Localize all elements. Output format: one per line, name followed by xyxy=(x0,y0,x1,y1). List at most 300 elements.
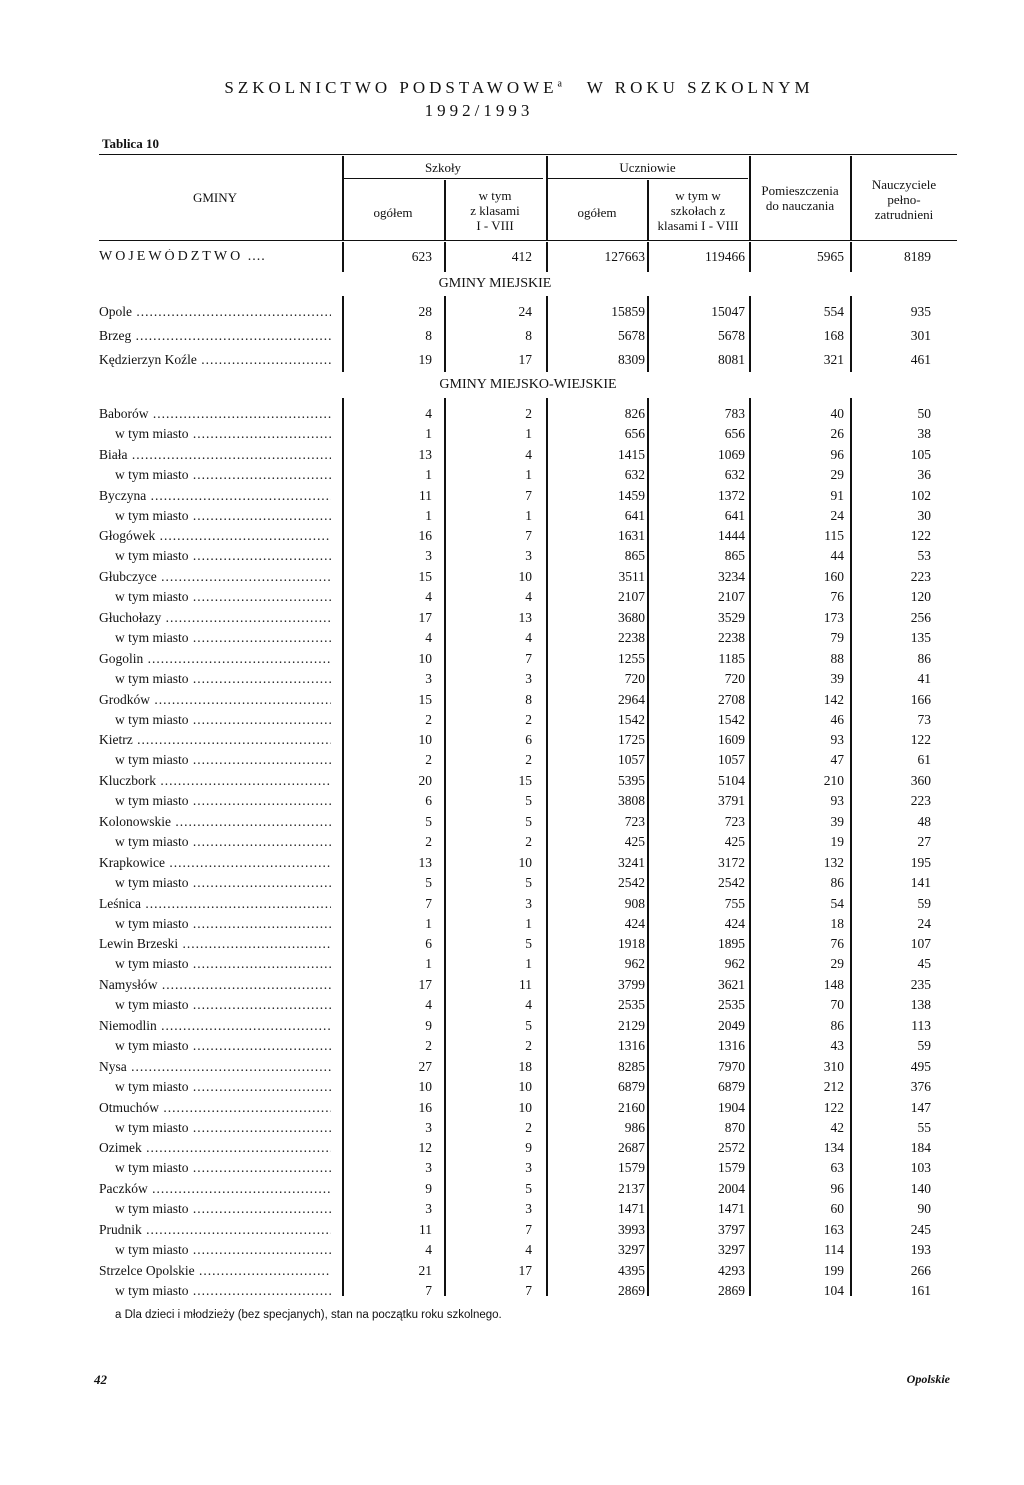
cell-pomieszczenia: 40 xyxy=(830,406,844,421)
cell-pomieszczenia: 134 xyxy=(823,1140,844,1156)
cell-szkoly-ogolem: 8 xyxy=(425,328,432,343)
cell-nauczyciele: 24 xyxy=(917,915,931,931)
cell-uczniowie-ogolem: 2137 xyxy=(618,1181,645,1197)
cell-uczniowie-ogolem: 1057 xyxy=(618,752,645,768)
header-col-separator xyxy=(850,156,852,240)
cell-uczniowie-ogolem: 3799 xyxy=(618,977,645,993)
cell-szkoly-ogolem: 1 xyxy=(425,426,432,441)
szkoly-rule xyxy=(343,178,543,179)
cell-uczniowie-w-tym: 119466 xyxy=(705,249,745,264)
table-row xyxy=(0,1263,1024,1283)
table-row xyxy=(0,1140,1024,1160)
cell-szkoly-w-tym: 1 xyxy=(525,426,532,441)
cell-uczniowie-w-tym: 656 xyxy=(724,426,745,441)
cell-uczniowie-w-tym: 865 xyxy=(724,548,745,564)
cell-uczniowie-ogolem: 2160 xyxy=(618,1099,645,1115)
cell-szkoly-w-tym: 3 xyxy=(525,1201,532,1217)
cell-uczniowie-ogolem: 720 xyxy=(624,670,645,686)
table-row-sub xyxy=(0,1120,1024,1140)
cell-szkoly-w-tym: 3 xyxy=(525,670,532,686)
cell-uczniowie-w-tym: 5678 xyxy=(718,328,745,343)
cell-szkoly-ogolem: 3 xyxy=(425,548,432,564)
cell-szkoly-w-tym: 7 xyxy=(525,1222,532,1237)
cell-pomieszczenia: 212 xyxy=(823,1078,844,1094)
cell-pomieszczenia: 47 xyxy=(830,752,844,768)
header-bottom-rule xyxy=(99,240,957,241)
cell-szkoly-w-tym: 10 xyxy=(518,569,532,585)
cell-uczniowie-w-tym: 1316 xyxy=(718,1038,745,1053)
table-row xyxy=(0,569,1024,589)
cell-szkoly-w-tym: 1 xyxy=(525,915,532,931)
cell-uczniowie-ogolem: 986 xyxy=(624,1119,645,1135)
row-name: w tym miasto ..... xyxy=(115,956,331,972)
cell-uczniowie-w-tym: 1444 xyxy=(718,528,745,544)
cell-nauczyciele: 30 xyxy=(917,507,931,523)
cell-pomieszczenia: 148 xyxy=(823,977,844,993)
cell-pomieszczenia: 163 xyxy=(823,1222,844,1237)
cell-uczniowie-ogolem: 2869 xyxy=(618,1282,645,1298)
cell-szkoly-ogolem: 5 xyxy=(425,814,432,829)
cell-pomieszczenia: 54 xyxy=(830,895,844,911)
cell-uczniowie-ogolem: 3680 xyxy=(618,610,645,625)
cell-uczniowie-w-tym: 2535 xyxy=(718,997,745,1013)
cell-pomieszczenia: 91 xyxy=(830,487,844,503)
cell-szkoly-w-tym: 2 xyxy=(525,1038,532,1053)
cell-nauczyciele: 113 xyxy=(911,1018,931,1033)
cell-nauczyciele: 147 xyxy=(910,1099,931,1115)
cell-uczniowie-ogolem: 3993 xyxy=(618,1222,645,1237)
header-nauczyciele-line3: zatrudnieni xyxy=(874,207,934,222)
cell-uczniowie-w-tym: 2708 xyxy=(718,691,745,707)
cell-nauczyciele: 376 xyxy=(910,1078,931,1094)
cell-pomieszczenia: 26 xyxy=(830,426,844,441)
table-row xyxy=(0,977,1024,997)
row-name: w tym miasto ..... xyxy=(115,916,331,932)
cell-uczniowie-w-tym: 783 xyxy=(724,406,745,421)
table-row-sub xyxy=(0,1160,1024,1180)
cell-uczniowie-w-tym: 6879 xyxy=(718,1078,745,1094)
row-name: Strzelce Opolskie ..... xyxy=(99,1263,331,1279)
table-row xyxy=(0,528,1024,548)
cell-szkoly-w-tym: 4 xyxy=(525,1242,532,1257)
cell-uczniowie-w-tym: 1372 xyxy=(718,487,745,503)
section-heading-miejskie: GMINY MIEJSKIE xyxy=(438,276,552,291)
cell-szkoly-ogolem: 3 xyxy=(425,1160,432,1176)
cell-uczniowie-w-tym: 1057 xyxy=(718,752,745,768)
table-row xyxy=(0,304,1024,324)
row-name: Baborów ..... xyxy=(99,406,331,422)
cell-nauczyciele: 266 xyxy=(910,1262,931,1278)
cell-uczniowie-w-tym: 15047 xyxy=(711,304,745,319)
row-name: w tym miasto ..... xyxy=(115,671,331,687)
row-name: w tym miasto ..... xyxy=(115,875,331,891)
cell-uczniowie-ogolem: 1255 xyxy=(618,650,645,666)
header-szkoly: Szkoły xyxy=(424,160,462,175)
row-name: Głogówek ..... xyxy=(99,528,331,544)
row-name: w tym miasto ..... xyxy=(115,426,331,442)
cell-nauczyciele: 41 xyxy=(917,670,931,686)
cell-szkoly-ogolem: 1 xyxy=(425,915,432,931)
table-row-sub xyxy=(0,1283,1024,1303)
table-row xyxy=(0,692,1024,712)
cell-uczniowie-w-tym: 424 xyxy=(724,915,745,931)
cell-uczniowie-w-tym: 755 xyxy=(724,895,745,911)
cell-szkoly-w-tym: 6 xyxy=(525,732,532,748)
cell-szkoly-w-tym: 4 xyxy=(525,589,532,605)
cell-pomieszczenia: 210 xyxy=(823,773,844,789)
table-row xyxy=(0,352,1024,372)
cell-nauczyciele: 135 xyxy=(910,630,931,645)
row-name: Opole ..... xyxy=(99,304,331,320)
cell-szkoly-w-tym: 2 xyxy=(525,1119,532,1135)
cell-szkoly-w-tym: 5 xyxy=(525,793,532,809)
cell-uczniowie-ogolem: 2535 xyxy=(618,997,645,1013)
cell-uczniowie-ogolem: 6879 xyxy=(618,1078,645,1094)
header-uczniowie-ogolem: ogółem xyxy=(577,205,617,220)
cell-uczniowie-w-tym: 3234 xyxy=(718,569,745,585)
cell-szkoly-ogolem: 1 xyxy=(425,956,432,972)
row-name: Gogolin ..... xyxy=(99,651,331,667)
cell-szkoly-w-tym: 1 xyxy=(525,466,532,482)
table-label: Tablica 10 xyxy=(102,136,159,151)
table-row-sub xyxy=(0,426,1024,446)
cell-uczniowie-ogolem: 2687 xyxy=(618,1140,645,1156)
header-pomieszczenia xyxy=(750,183,850,213)
cell-szkoly-w-tym: 7 xyxy=(525,1282,532,1298)
row-name: w tym miasto ..... xyxy=(115,1079,331,1095)
cell-uczniowie-ogolem: 5678 xyxy=(618,328,645,343)
section-heading-miejsko-wiejskie: GMINY MIEJSKO-WIEJSKIE xyxy=(439,377,617,392)
cell-pomieszczenia: 5965 xyxy=(817,249,844,264)
cell-szkoly-w-tym: 7 xyxy=(525,487,532,503)
cell-nauczyciele: 55 xyxy=(917,1119,931,1135)
cell-szkoly-ogolem: 20 xyxy=(418,773,432,789)
cell-pomieszczenia: 76 xyxy=(830,936,844,952)
title-year: 1992/1993 xyxy=(424,101,534,120)
table-row xyxy=(0,1100,1024,1120)
header-uczniowie-w-tym-line2: szkołach z xyxy=(670,203,726,218)
cell-pomieszczenia: 160 xyxy=(823,569,844,585)
cell-szkoly-w-tym: 3 xyxy=(525,548,532,564)
cell-szkoly-ogolem: 2 xyxy=(425,752,432,768)
title-footnote-marker: a xyxy=(557,78,562,90)
cell-pomieszczenia: 42 xyxy=(830,1119,844,1135)
header-uczniowie: Uczniowie xyxy=(619,160,676,175)
cell-nauczyciele: 301 xyxy=(910,328,931,343)
cell-pomieszczenia: 39 xyxy=(830,814,844,829)
cell-uczniowie-w-tym: 723 xyxy=(724,814,745,829)
cell-uczniowie-ogolem: 2238 xyxy=(618,630,645,645)
cell-szkoly-ogolem: 4 xyxy=(425,406,432,421)
cell-nauczyciele: 122 xyxy=(910,528,931,544)
cell-pomieszczenia: 86 xyxy=(830,1018,844,1033)
cell-nauczyciele: 138 xyxy=(910,997,931,1013)
cell-szkoly-w-tym: 1 xyxy=(525,956,532,972)
page-number: 42 xyxy=(94,1372,107,1387)
header-col-separator xyxy=(647,180,649,240)
cell-szkoly-w-tym: 5 xyxy=(525,936,532,952)
header-nauczyciele-line1: Nauczyciele xyxy=(871,177,937,192)
header-nauczyciele-line2: pełno- xyxy=(887,192,921,207)
cell-nauczyciele: 140 xyxy=(910,1181,931,1197)
row-name: w tym miasto ..... xyxy=(115,589,331,605)
cell-nauczyciele: 141 xyxy=(910,874,931,890)
cell-szkoly-w-tym: 1 xyxy=(525,507,532,523)
cell-szkoly-w-tym: 17 xyxy=(518,1262,532,1278)
cell-szkoly-w-tym: 2 xyxy=(525,711,532,727)
cell-szkoly-ogolem: 13 xyxy=(418,854,432,870)
cell-nauczyciele: 36 xyxy=(917,466,931,482)
cell-szkoly-ogolem: 15 xyxy=(418,569,432,585)
row-name: w tym miasto ..... xyxy=(115,793,331,809)
header-uczniowie-w-tym-line1: w tym w xyxy=(675,188,721,203)
cell-pomieszczenia: 39 xyxy=(830,670,844,686)
cell-nauczyciele: 235 xyxy=(910,977,931,993)
cell-szkoly-ogolem: 10 xyxy=(418,1078,432,1094)
cell-szkoly-ogolem: 27 xyxy=(418,1058,432,1074)
cell-uczniowie-ogolem: 127663 xyxy=(604,249,645,264)
table-row-sub xyxy=(0,508,1024,528)
cell-pomieszczenia: 114 xyxy=(824,1242,844,1257)
table-row-wojewodztwo xyxy=(0,249,1024,269)
table-row xyxy=(0,447,1024,467)
cell-uczniowie-ogolem: 2107 xyxy=(618,589,645,605)
cell-szkoly-ogolem: 623 xyxy=(411,249,432,264)
row-name: Nysa ..... xyxy=(99,1059,331,1075)
cell-uczniowie-ogolem: 1918 xyxy=(618,936,645,952)
row-name: Byczyna ..... xyxy=(99,488,331,504)
cell-szkoly-ogolem: 3 xyxy=(425,670,432,686)
cell-szkoly-ogolem: 10 xyxy=(418,650,432,666)
table-row-sub xyxy=(0,1242,1024,1262)
cell-szkoly-w-tym: 7 xyxy=(525,650,532,666)
cell-pomieszczenia: 96 xyxy=(830,446,844,462)
cell-uczniowie-ogolem: 1542 xyxy=(618,711,645,727)
table-row-sub xyxy=(0,875,1024,895)
cell-uczniowie-ogolem: 826 xyxy=(624,406,645,421)
title-rest: W ROKU SZKOLNYM xyxy=(586,78,814,97)
row-name: w tym miasto ..... xyxy=(115,752,331,768)
cell-szkoly-w-tym: 15 xyxy=(518,773,532,789)
cell-pomieszczenia: 29 xyxy=(830,956,844,972)
cell-uczniowie-w-tym: 2572 xyxy=(718,1140,745,1156)
header-uczniowie-w-tym xyxy=(648,188,748,233)
header-pomieszczenia-line1: Pomieszczenia xyxy=(761,183,839,198)
header-szkoly-w-tym xyxy=(445,188,545,233)
cell-szkoly-ogolem: 7 xyxy=(425,895,432,911)
cell-nauczyciele: 461 xyxy=(910,352,931,367)
cell-szkoly-w-tym: 5 xyxy=(525,1181,532,1197)
cell-uczniowie-ogolem: 8309 xyxy=(618,352,645,367)
cell-pomieszczenia: 96 xyxy=(830,1181,844,1197)
cell-nauczyciele: 73 xyxy=(917,711,931,727)
header-szkoly-w-tym-line2: z klasami xyxy=(470,203,520,218)
cell-pomieszczenia: 310 xyxy=(823,1058,844,1074)
cell-uczniowie-ogolem: 4395 xyxy=(618,1262,645,1278)
cell-szkoly-w-tym: 18 xyxy=(518,1058,532,1074)
row-name: Lewin Brzeski ..... xyxy=(99,936,331,952)
cell-uczniowie-w-tym: 1542 xyxy=(718,711,745,727)
table-row-sub xyxy=(0,1079,1024,1099)
cell-uczniowie-w-tym: 2542 xyxy=(718,874,745,890)
cell-szkoly-w-tym: 10 xyxy=(518,854,532,870)
cell-nauczyciele: 103 xyxy=(910,1160,931,1176)
cell-pomieszczenia: 122 xyxy=(823,1099,844,1115)
cell-pomieszczenia: 24 xyxy=(830,507,844,523)
cell-nauczyciele: 223 xyxy=(910,569,931,585)
cell-szkoly-ogolem: 11 xyxy=(419,487,432,503)
table-row xyxy=(0,814,1024,834)
cell-uczniowie-ogolem: 2129 xyxy=(618,1018,645,1033)
cell-uczniowie-w-tym: 3529 xyxy=(718,610,745,625)
cell-pomieszczenia: 18 xyxy=(830,915,844,931)
cell-szkoly-ogolem: 11 xyxy=(419,1222,432,1237)
cell-pomieszczenia: 70 xyxy=(830,997,844,1013)
cell-uczniowie-w-tym: 3791 xyxy=(718,793,745,809)
cell-pomieszczenia: 168 xyxy=(823,328,844,343)
cell-szkoly-w-tym: 8 xyxy=(525,328,532,343)
cell-nauczyciele: 184 xyxy=(910,1140,931,1156)
header-szkoly-w-tym-line1: w tym xyxy=(478,188,512,203)
cell-nauczyciele: 8189 xyxy=(904,249,931,264)
cell-szkoly-w-tym: 8 xyxy=(525,691,532,707)
cell-nauczyciele: 86 xyxy=(917,650,931,666)
cell-pomieszczenia: 29 xyxy=(830,466,844,482)
cell-szkoly-ogolem: 2 xyxy=(425,711,432,727)
table-row-sub xyxy=(0,467,1024,487)
header-szkoly-ogolem: ogółem xyxy=(373,205,413,220)
table-row-sub xyxy=(0,752,1024,772)
row-name: w tym miasto ..... xyxy=(115,548,331,564)
cell-szkoly-w-tym: 7 xyxy=(525,528,532,544)
cell-szkoly-ogolem: 6 xyxy=(425,936,432,952)
cell-uczniowie-ogolem: 1471 xyxy=(618,1201,645,1217)
cell-szkoly-ogolem: 1 xyxy=(425,507,432,523)
cell-szkoly-w-tym: 5 xyxy=(525,874,532,890)
cell-uczniowie-w-tym: 2107 xyxy=(718,589,745,605)
cell-pomieszczenia: 173 xyxy=(823,610,844,625)
header-nauczyciele xyxy=(852,177,956,222)
cell-szkoly-w-tym: 3 xyxy=(525,1160,532,1176)
row-name: w tym miasto ..... xyxy=(115,1160,331,1176)
cell-pomieszczenia: 93 xyxy=(830,732,844,748)
cell-szkoly-ogolem: 16 xyxy=(418,1099,432,1115)
cell-szkoly-ogolem: 6 xyxy=(425,793,432,809)
cell-szkoly-ogolem: 1 xyxy=(425,466,432,482)
cell-uczniowie-ogolem: 723 xyxy=(624,814,645,829)
cell-szkoly-ogolem: 13 xyxy=(418,446,432,462)
uczniowie-rule xyxy=(547,178,748,179)
cell-szkoly-ogolem: 12 xyxy=(418,1140,432,1156)
cell-szkoly-ogolem: 4 xyxy=(425,589,432,605)
cell-uczniowie-w-tym: 1895 xyxy=(718,936,745,952)
cell-szkoly-w-tym: 17 xyxy=(518,352,532,367)
cell-pomieszczenia: 199 xyxy=(823,1262,844,1278)
row-name: Prudnik ..... xyxy=(99,1222,331,1238)
cell-szkoly-w-tym: 2 xyxy=(525,406,532,421)
row-name: Głuchołazy ..... xyxy=(99,610,331,626)
table-row-sub xyxy=(0,1201,1024,1221)
cell-szkoly-w-tym: 13 xyxy=(518,610,532,625)
page-title xyxy=(0,78,1024,121)
cell-szkoly-w-tym: 11 xyxy=(519,977,532,993)
table-row xyxy=(0,488,1024,508)
cell-szkoly-ogolem: 2 xyxy=(425,1038,432,1053)
cell-nauczyciele: 195 xyxy=(910,854,931,870)
table-row-sub xyxy=(0,712,1024,732)
cell-szkoly-ogolem: 9 xyxy=(425,1018,432,1033)
cell-szkoly-ogolem: 7 xyxy=(425,1282,432,1298)
cell-nauczyciele: 166 xyxy=(910,691,931,707)
table-row xyxy=(0,1059,1024,1079)
cell-szkoly-w-tym: 3 xyxy=(525,895,532,911)
cell-pomieszczenia: 86 xyxy=(830,874,844,890)
cell-szkoly-ogolem: 17 xyxy=(418,977,432,993)
cell-nauczyciele: 495 xyxy=(910,1058,931,1074)
cell-pomieszczenia: 60 xyxy=(830,1201,844,1217)
cell-nauczyciele: 90 xyxy=(917,1201,931,1217)
row-name: w tym miasto ..... xyxy=(115,1201,331,1217)
cell-uczniowie-w-tym: 1579 xyxy=(718,1160,745,1176)
header-col-separator xyxy=(749,156,751,240)
header-pomieszczenia-line2: do nauczania xyxy=(765,198,835,213)
table-row xyxy=(0,855,1024,875)
cell-uczniowie-w-tym: 3172 xyxy=(718,854,745,870)
cell-pomieszczenia: 19 xyxy=(830,834,844,849)
cell-uczniowie-ogolem: 962 xyxy=(624,956,645,972)
header-top-rule xyxy=(99,154,957,155)
table-row-sub xyxy=(0,997,1024,1017)
cell-nauczyciele: 38 xyxy=(917,426,931,441)
cell-nauczyciele: 59 xyxy=(917,1038,931,1053)
cell-uczniowie-ogolem: 8285 xyxy=(618,1058,645,1074)
cell-uczniowie-w-tym: 8081 xyxy=(718,352,745,367)
cell-nauczyciele: 193 xyxy=(910,1242,931,1257)
title-main: SZKOLNICTWO PODSTAWOWE xyxy=(224,78,558,97)
row-name: Kolonowskie ..... xyxy=(99,814,331,830)
cell-nauczyciele: 50 xyxy=(917,406,931,421)
header-uczniowie-w-tym-line3: klasami I - VIII xyxy=(657,218,739,233)
cell-uczniowie-w-tym: 3621 xyxy=(718,977,745,993)
row-name: w tym miasto ..... xyxy=(115,1120,331,1136)
cell-nauczyciele: 107 xyxy=(910,936,931,952)
cell-szkoly-ogolem: 15 xyxy=(418,691,432,707)
cell-uczniowie-ogolem: 1631 xyxy=(618,528,645,544)
cell-uczniowie-ogolem: 5395 xyxy=(618,773,645,789)
row-name: Kędzierzyn Koźle ..... xyxy=(99,352,331,368)
cell-nauczyciele: 27 xyxy=(917,834,931,849)
cell-pomieszczenia: 132 xyxy=(823,854,844,870)
cell-uczniowie-w-tym: 1069 xyxy=(718,446,745,462)
table-row-sub xyxy=(0,956,1024,976)
table-row xyxy=(0,406,1024,426)
cell-szkoly-w-tym: 24 xyxy=(518,304,532,319)
table-row-sub xyxy=(0,916,1024,936)
cell-uczniowie-ogolem: 865 xyxy=(624,548,645,564)
cell-pomieszczenia: 43 xyxy=(830,1038,844,1053)
cell-szkoly-w-tym: 10 xyxy=(518,1078,532,1094)
cell-nauczyciele: 256 xyxy=(910,610,931,625)
cell-szkoly-ogolem: 5 xyxy=(425,874,432,890)
cell-uczniowie-w-tym: 2004 xyxy=(718,1181,745,1197)
cell-uczniowie-ogolem: 425 xyxy=(624,834,645,849)
cell-nauczyciele: 223 xyxy=(910,793,931,809)
cell-uczniowie-w-tym: 5104 xyxy=(718,773,745,789)
cell-uczniowie-ogolem: 1579 xyxy=(618,1160,645,1176)
cell-szkoly-ogolem: 2 xyxy=(425,834,432,849)
cell-nauczyciele: 122 xyxy=(910,732,931,748)
cell-uczniowie-ogolem: 641 xyxy=(624,507,645,523)
